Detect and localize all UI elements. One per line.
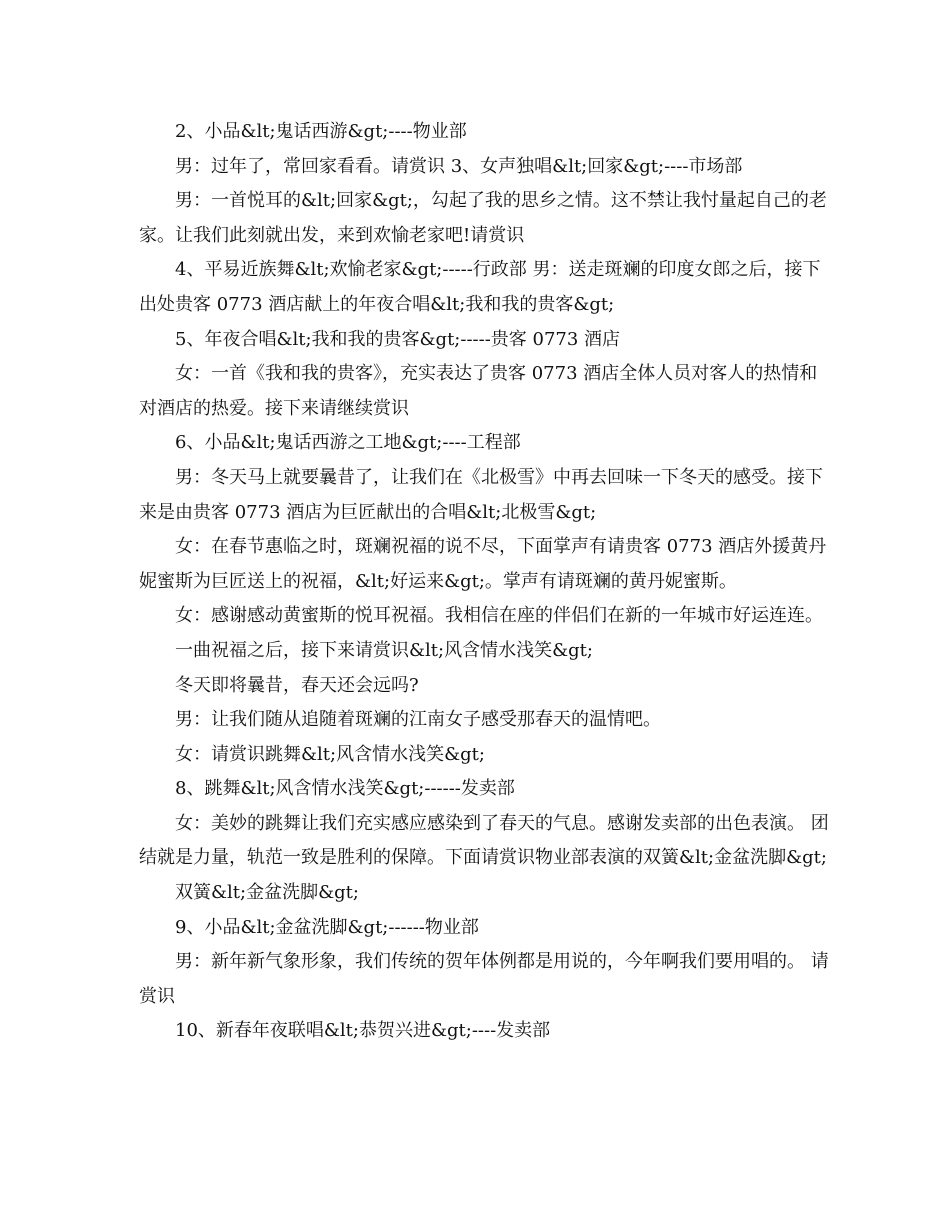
- paragraph: 女：在春节惠临之时，斑斓祝福的说不尽，下面掌声有请贵客 0773 酒店外援黄丹妮蜜斯为巨匠送上的祝福，&lt;好运来&gt;。掌声有请斑斓的黄丹妮蜜斯。: [139, 536, 827, 592]
- document-body: [139, 115, 829, 1049]
- paragraph: 2、小品&lt;鬼话西游&gt;----物业部: [175, 121, 467, 142]
- paragraph: 男：让我们随从追随着斑斓的江南女子感受那春天的温情吧。: [175, 709, 661, 731]
- paragraph: 9、小品&lt;金盆洗脚&gt;------物业部: [175, 916, 479, 938]
- paragraph: 女：一首《我和我的贵客》，充实表达了贵客 0773 酒店全体人员对客人的热情和对酒店的热爱。接下来请继续赏识: [139, 363, 818, 419]
- paragraph: 女：感谢感动黄蜜斯的悦耳祝福。我相信在座的伴侣们在新的一年城市好运连连。: [175, 605, 823, 627]
- paragraph: 双簧&lt;金盆洗脚&gt;: [175, 882, 359, 904]
- paragraph: 男：过年了，常回家看看。请赏识 3、女声独唱&lt;回家&gt;----市场部: [175, 155, 743, 177]
- paragraph: 女：美妙的跳舞让我们充实感应感染到了春天的气息。感谢发卖部的出色表演。 团结就是力量，轨范一致是胜利的保障。下面请赏识物业部表演的双簧&lt;金盆洗脚&gt;: [139, 812, 829, 869]
- paragraph: 男：一首悦耳的&lt;回家&gt;，勾起了我的思乡之情。这不禁让我忖量起自己的老家。让我们此刻就出发，来到欢愉老家吧!请赏识: [139, 190, 827, 246]
- paragraph: 女：请赏识跳舞&lt;风含情水浅笑&gt;: [175, 743, 485, 765]
- paragraph: 6、小品&lt;鬼话西游之工地&gt;----工程部: [175, 432, 521, 454]
- paragraph: 8、跳舞&lt;风含情水浅笑&gt;------发卖部: [175, 778, 515, 800]
- paragraph: 一曲祝福之后，接下来请赏识&lt;风含情水浅笑&gt;: [175, 639, 593, 661]
- paragraph: 10、新春年夜联唱&lt;恭贺兴进&gt;----发卖部: [175, 1020, 551, 1042]
- paragraph: 男：新年新气象形象，我们传统的贺年体例都是用说的，今年啊我们要用唱的。 请赏识: [139, 951, 829, 1007]
- paragraph: 5、年夜合唱&lt;我和我的贵客&gt;-----贵客 0773 酒店: [175, 328, 621, 350]
- paragraph: 4、平易近族舞&lt;欢愉老家&gt;-----行政部 男：送走斑斓的印度女郎之后，接下出处贵客 0773 酒店献上的年夜合唱&lt;我和我的贵客&gt;: [139, 259, 821, 315]
- paragraph: 男：冬天马上就要曩昔了，让我们在《北极雪》中再去回味一下冬天的感受。接下来是由贵客 0773 酒店为巨匠献出的合唱&lt;北极雪&gt;: [139, 466, 823, 523]
- paragraph: 冬天即将曩昔，春天还会远吗?: [175, 674, 419, 696]
